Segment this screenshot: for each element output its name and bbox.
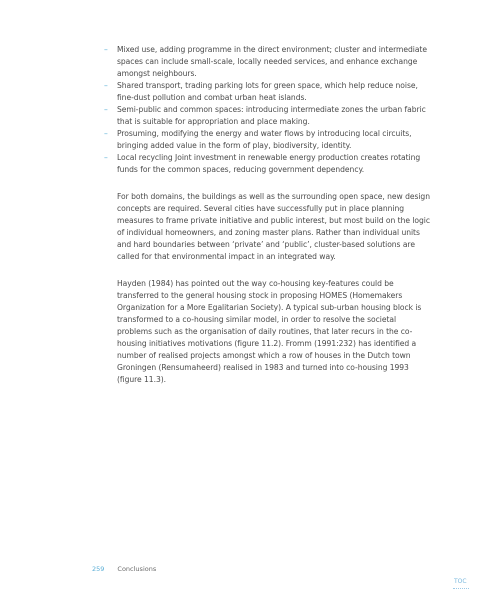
page-footer bbox=[92, 565, 156, 573]
bullet-text: Shared transport, trading parking lots for green space, which help reduce noise, fine-dust pollution and combat urban heat islands. bbox=[117, 81, 418, 102]
bullet-item bbox=[104, 80, 432, 104]
bullet-dash: – bbox=[104, 129, 108, 138]
paragraph-hayden: Hayden (1984) has pointed out the way co-housing key-features could be transferred to the general housing stock in proposing HOMES (Homemakers Organization for a More Egalitarian Society). A typical sub-urban housing block is transformed to a co-housing similar model, in order to resolve the societal problems such as the organisation of daily routines, that later recurs in the co-housing initiatives motivations (figure 11.2). Fromm (1991:232) has identified a number of realised projects amongst which a row of houses in the Dutch town Groningen (Rensumaheerd) realised in 1983 and turned into co-housing 1993 (figure 11.3). bbox=[117, 279, 422, 384]
bullet-text: Local recycling Joint investment in renewable energy production creates rotating funds for the common spaces, reducing government dependency. bbox=[117, 153, 421, 174]
bullet-list bbox=[104, 44, 432, 176]
toc-link[interactable]: TOC bbox=[454, 578, 467, 585]
toc-underline bbox=[453, 588, 469, 590]
bullet-dash: – bbox=[104, 45, 108, 54]
bullet-item bbox=[104, 152, 432, 176]
bullet-text: Mixed use, adding programme in the direct environment; cluster and intermediate spaces can include small-scale, locally needed services, and enhance exchange amongst neighbours. bbox=[117, 45, 427, 78]
bullet-text: Semi-public and common spaces: introducing intermediate zones the urban fabric that is suitable for appropriation and place making. bbox=[117, 105, 426, 126]
bullet-item bbox=[104, 128, 432, 152]
footer-section: Conclusions bbox=[117, 565, 157, 573]
bullet-dash: – bbox=[104, 105, 108, 114]
bullet-item bbox=[104, 44, 432, 80]
bullet-dash: – bbox=[104, 81, 108, 90]
main-content bbox=[104, 44, 432, 386]
paragraph-design-concepts: For both domains, the buildings as well as the surrounding open space, new design concepts are required. Several cities have successfully put in place planning measures to frame private initiative and public interest, but most build on the logic of individual homeowners, and zoning master plans. Rather than individual units and hard boundaries between ‘private’ and ‘public’, cluster-based solutions are called for that environmental impact in an integrated way. bbox=[117, 192, 430, 261]
bullet-text: Prosuming, modifying the energy and water flows by introducing local circuits, bringing added value in the form of play, biodiversity, identity. bbox=[117, 129, 412, 150]
bullet-dash: – bbox=[104, 153, 108, 162]
page-number: 259 bbox=[92, 565, 105, 573]
bullet-item bbox=[104, 104, 432, 128]
